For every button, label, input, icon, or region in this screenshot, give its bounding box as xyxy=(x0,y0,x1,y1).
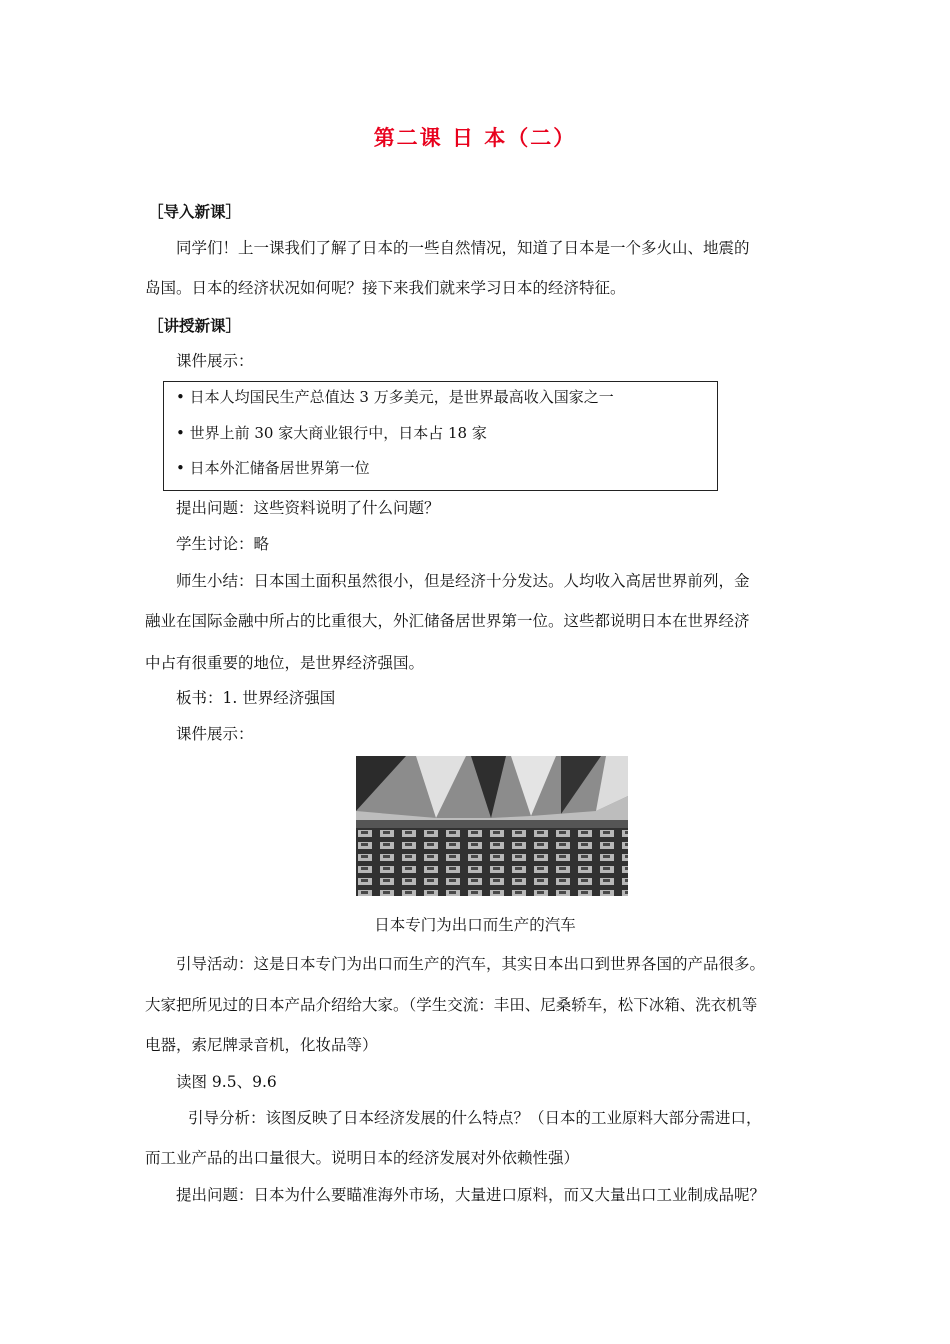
question-text: 提出问题：这些资料说明了什么问题？ xyxy=(176,499,440,517)
intro-line-2: 岛国。日本的经济状况如何呢？接下来我们就来学习日本的经济特征。 xyxy=(145,279,626,297)
slide-content-box xyxy=(163,381,718,491)
question-text-2: 提出问题：日本为什么要瞄准海外市场，大量进口原料，而又大量出口工业制成品呢？ xyxy=(176,1186,766,1204)
board-note: 板书：1. 世界经济强国 xyxy=(176,689,336,707)
photo-caption: 日本专门为出口而生产的汽车 xyxy=(374,916,576,934)
export-cars-illustration xyxy=(356,756,628,896)
summary-line-3: 中占有很重要的地位，是世界经济强国。 xyxy=(145,654,425,672)
export-cars-photo xyxy=(356,756,628,896)
section-heading-intro: ［导入新课］ xyxy=(148,202,242,221)
summary-line-1: 师生小结：日本国土面积虽然很小，但是经济十分发达。人均收入高居世界前列，金 xyxy=(176,572,750,590)
box-item: • 世界上前 30 家大商业银行中，日本占 18 家 xyxy=(176,424,487,442)
section-heading-lecture: ［讲授新课］ xyxy=(148,316,242,335)
summary-line-2: 融业在国际金融中所占的比重很大，外汇储备居世界第一位。这些都说明日本在世界经济 xyxy=(145,612,750,630)
analysis-line-1: 引导分析：该图反映了日本经济发展的什么特点？（日本的工业原料大部分需进口， xyxy=(188,1109,762,1127)
slide-label: 课件展示： xyxy=(176,725,254,743)
guide-line-1: 引导活动：这是日本专门为出口而生产的汽车，其实日本出口到世界各国的产品很多。 xyxy=(176,955,766,973)
guide-line-2: 大家把所见过的日本产品介绍给大家。（学生交流：丰田、尼桑轿车，松下冰箱、洗衣机等 xyxy=(145,996,758,1014)
discussion-text: 学生讨论：略 xyxy=(176,535,270,553)
page-title: 第二课 日 本（二） xyxy=(373,125,577,150)
box-item: • 日本外汇储备居世界第一位 xyxy=(176,459,370,477)
guide-line-3: 电器，索尼牌录音机，化妆品等） xyxy=(145,1036,378,1054)
analysis-line-2: 而工业产品的出口量很大。说明日本的经济发展对外依赖性强） xyxy=(145,1149,580,1167)
box-item: • 日本人均国民生产总值达 3 万多美元，是世界最高收入国家之一 xyxy=(176,388,614,406)
intro-line-1: 同学们！上一课我们了解了日本的一些自然情况，知道了日本是一个多火山、地震的 xyxy=(176,239,750,257)
read-figure-note: 读图 9.5、9.6 xyxy=(176,1073,277,1091)
slide-label: 课件展示： xyxy=(176,352,254,370)
